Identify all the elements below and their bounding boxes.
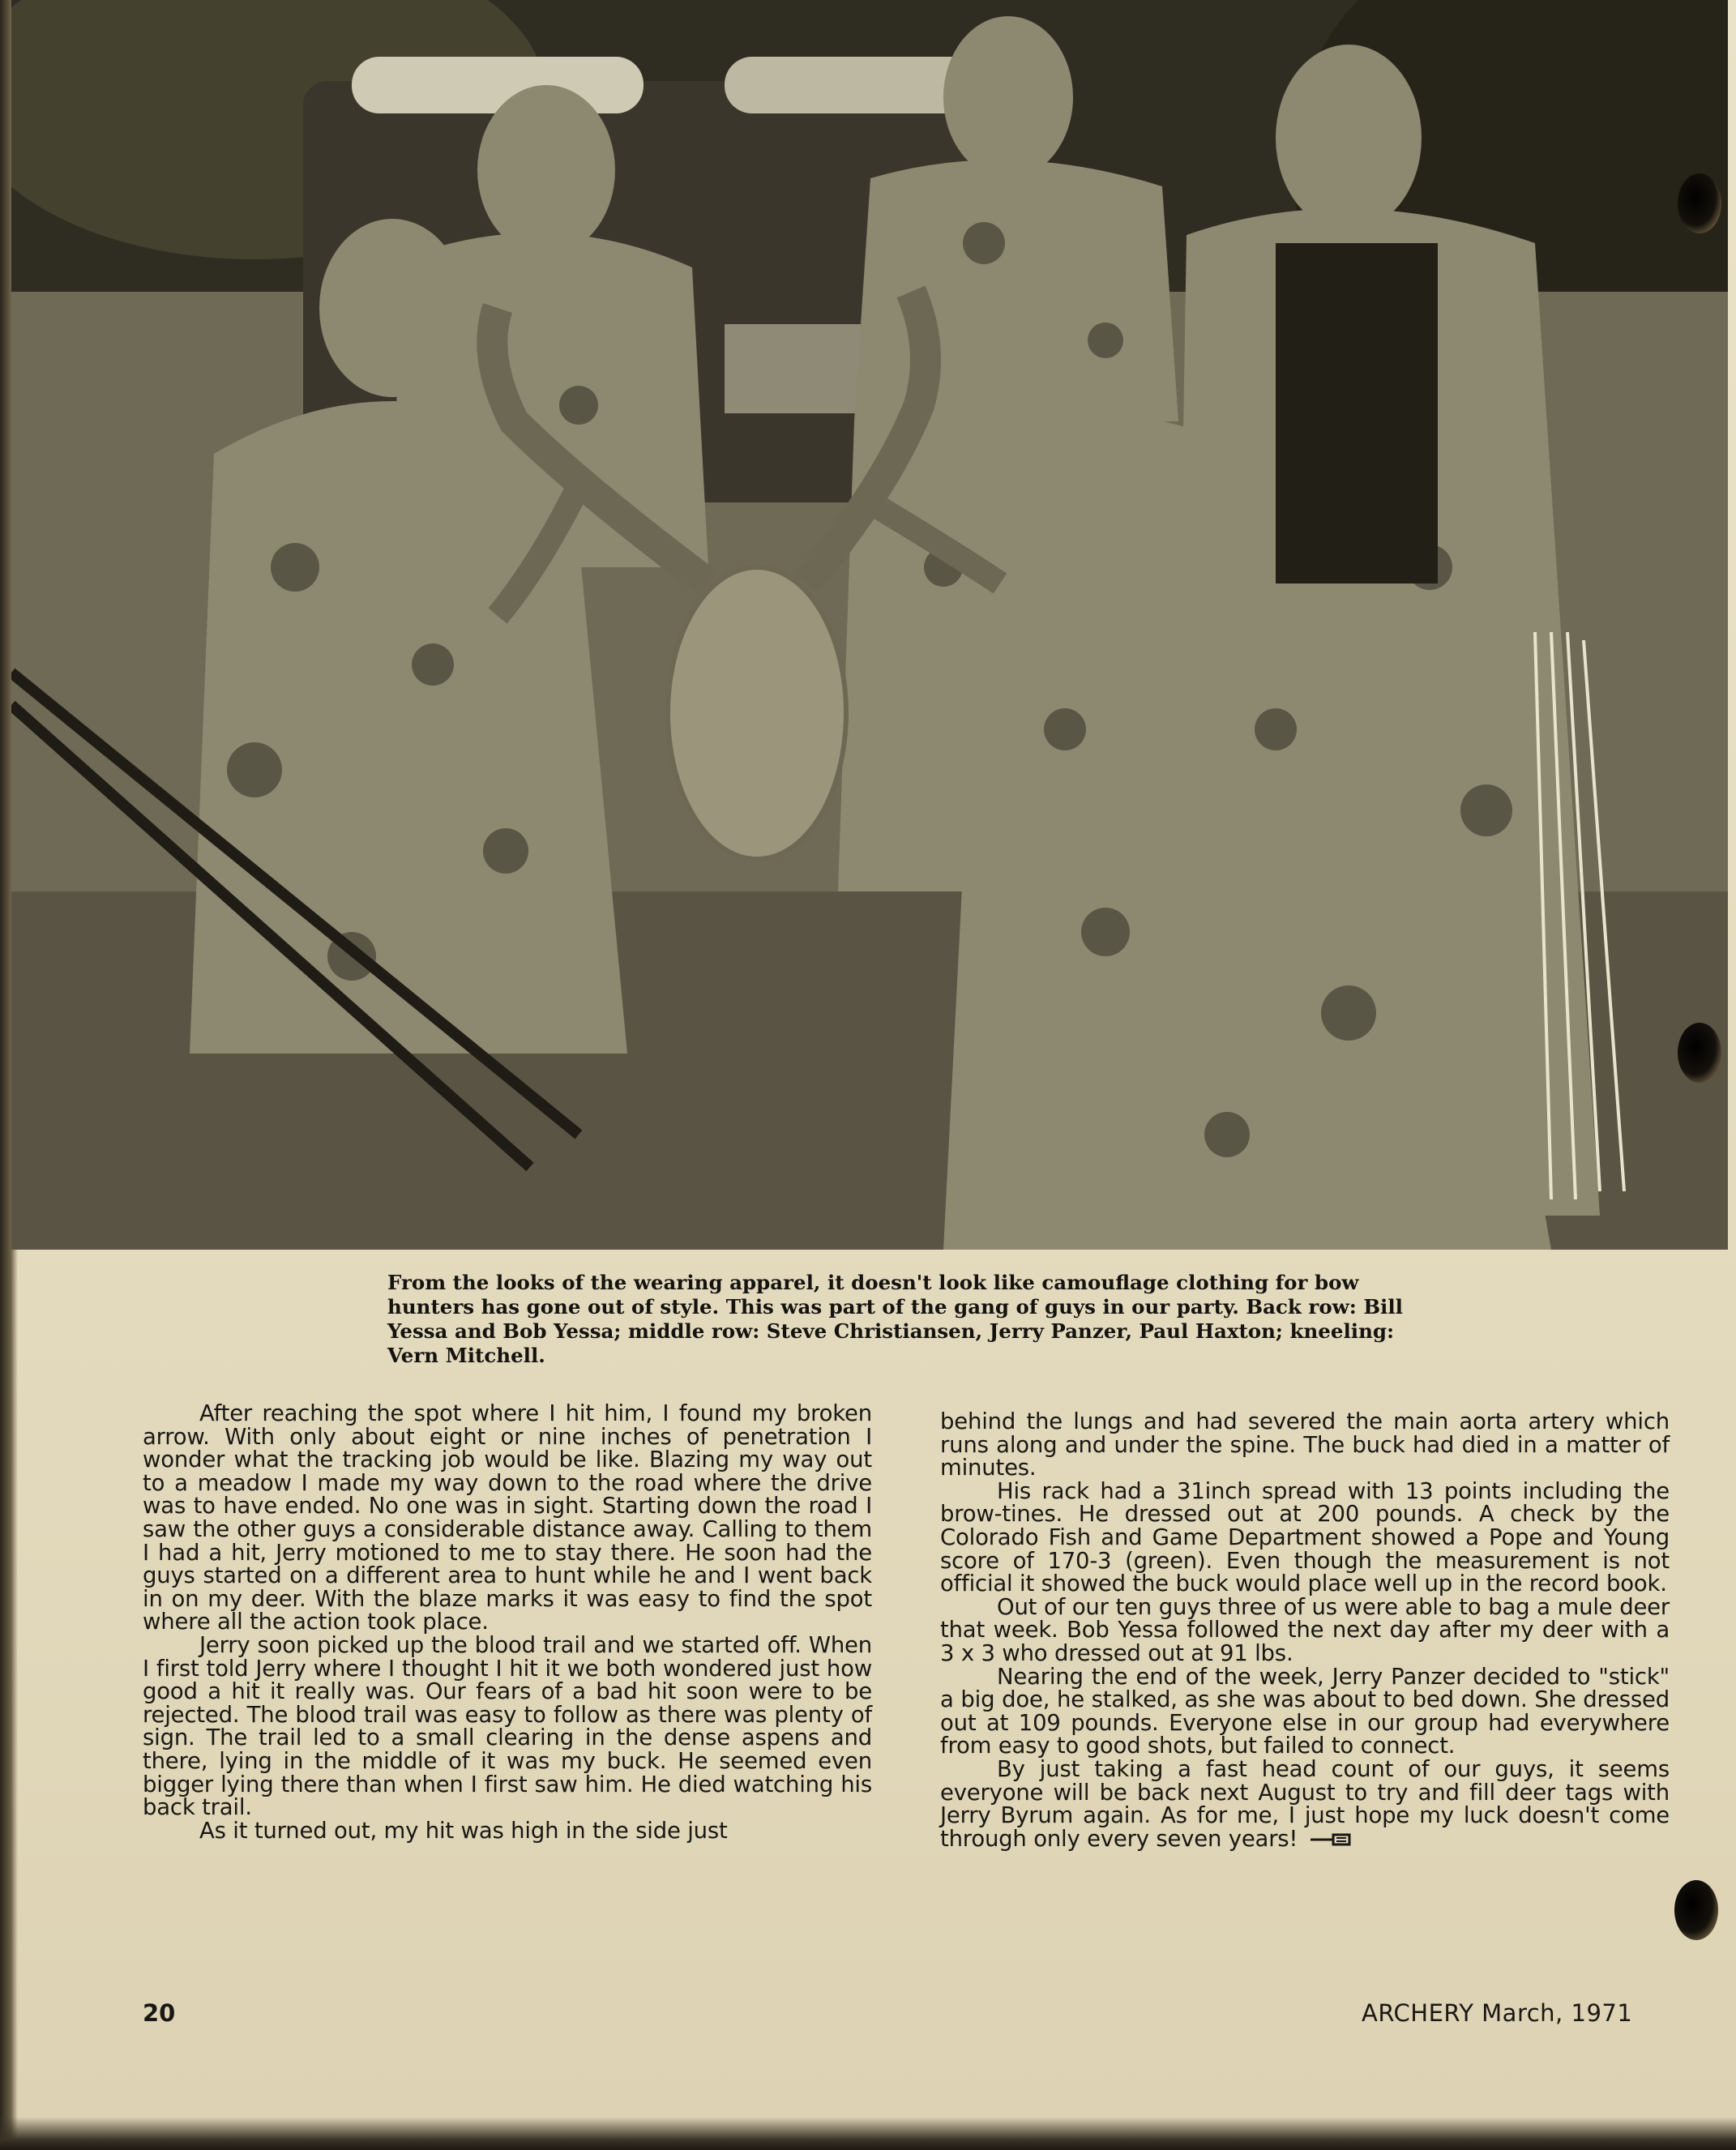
paragraph-last xyxy=(940,1755,1670,1852)
page-number: 20 xyxy=(143,1999,176,2027)
pointing-hand-icon xyxy=(1309,1831,1353,1849)
binder-hole-icon xyxy=(1678,1023,1721,1083)
article-column-right xyxy=(940,1410,1670,1850)
paragraph: Out of our ten guys three of us were able to bag a mule deer that week. Bob Yessa followed the next day after my deer with a 3 x 3 who dressed out at 91 lbs. xyxy=(940,1593,1670,1666)
photo-caption: From the looks of the wearing apparel, it doesn't look like camouflage clothing for bow hunters has gone out of style. This was part of the gang of guys in our party. Back row: Bill Yessa and Bob Yessa; middle row: Steve Christiansen, Jerry Panzer, Paul Haxton; kneeling: Vern Mitchell. xyxy=(387,1271,1403,1367)
paragraph: As it turned out, my hit was high in the side just xyxy=(199,1817,728,1844)
article-column-left xyxy=(143,1402,872,1842)
paragraph: behind the lungs and had severed the main aorta artery which runs along and under the spine. The buck had died in a matter of minutes. xyxy=(940,1408,1670,1481)
paragraph: His rack had a 31inch spread with 13 points including the brow-tines. He dressed out at 200 pounds. A check by the Colorado Fish and Game Department showed a Pope and Young score of 170-3 (green). Even though the measurement is not official it showed the buck would place well up in the record book. xyxy=(940,1477,1670,1597)
page-bottom-shadow xyxy=(0,2117,1736,2150)
paragraph-text: By just taking a fast head count of our guys, it seems everyone will be back next August to try and fill deer tags with Jerry Byrum again. As for me, I just hope my luck doesn't come through only every seven years! xyxy=(940,1755,1670,1852)
publication-folio: ARCHERY March, 1971 xyxy=(1362,1999,1633,2027)
binder-hole-icon xyxy=(1678,173,1721,233)
paragraph: Nearing the end of the week, Jerry Panzer decided to "stick" a big doe, he stalked, as she was about to bed down. She dressed out at 109 pounds. Everyone else in our group had everywhere from easy to good shots, but failed to connect. xyxy=(940,1663,1670,1759)
photo-illustration xyxy=(11,0,1728,1250)
paragraph: Jerry soon picked up the blood trail and we started off. When I first told Jerry where I thought I hit it we both wondered just how good a hit it really was. Our fears of a bad hit soon were to be rejected. The blood trail was easy to follow as there was plenty of sign. The trail led to a small clearing in the dense aspens and there, lying in the middle of it was my buck. He seemed even bigger lying there than when I first saw him. He died watching his back trail. xyxy=(143,1631,872,1821)
hunting-party-photo xyxy=(11,0,1728,1250)
binder-hole-icon xyxy=(1674,1880,1718,1940)
paragraph: After reaching the spot where I hit him, I found my broken arrow. With only about eight or nine inches of penetration I wonder what the tracking job would be like. Blazing my way out to a meadow I made my way down to the road where the drive was to have ended. No one was in sight. Starting down the road I saw the other guys a considerable distance away. Calling to them I had a hit, Jerry motioned to me to stay there. He soon had the guys started on a different area to hunt while he and I went back in on my deer. With the blaze marks it was easy to find the spot where all the action took place. xyxy=(143,1400,872,1635)
